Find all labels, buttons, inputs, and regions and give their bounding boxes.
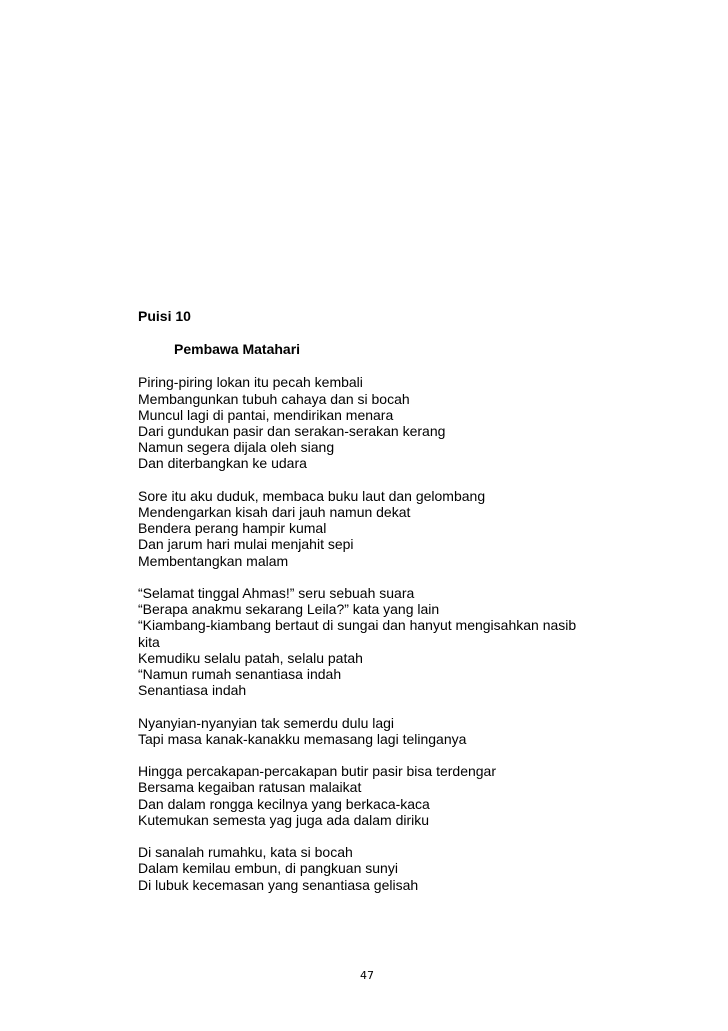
poem-line: Dalam kemilau embun, di pangkuan sunyi (138, 860, 398, 877)
poem-line: Namun segera dijala oleh siang (138, 439, 335, 456)
stanza (138, 844, 698, 893)
poem-line: Dari gundukan pasir dan serakan-serakan kerang (138, 422, 446, 439)
page-number: 47 (360, 969, 374, 982)
poem-line: Mendengarkan kisah dari jauh namun dekat (138, 503, 411, 520)
poem (138, 308, 698, 909)
stanza (138, 763, 698, 828)
poem-line: Di lubuk kecemasan yang senantiasa gelisah (138, 876, 419, 893)
poem-line: Dan dalam rongga kecilnya yang berkaca-kaca (138, 795, 430, 812)
poem-line: Kemudiku selalu patah, selalu patah (138, 649, 363, 666)
poem-line: Piring-piring lokan itu pecah kembali (138, 374, 363, 391)
poem-line: Sore itu aku duduk, membaca buku laut dan gelombang (138, 487, 486, 504)
poem-line: Nyanyian-nyanyian tak semerdu dulu lagi (138, 714, 395, 731)
stanza (138, 585, 698, 698)
poem-line: Kutemukan semesta yag juga ada dalam diriku (138, 811, 430, 828)
poem-line: Tapi masa kanak-kanakku memasang lagi telinganya (138, 730, 467, 747)
poem-line: Di sanalah rumahku, kata si bocah (138, 844, 353, 861)
poem-line: “Selamat tinggal Ahmas!” seru sebuah suara (138, 584, 415, 601)
poem-line: Membentangkan malam (138, 552, 289, 569)
poem-line: “Namun rumah senantiasa indah (138, 666, 342, 682)
poem-line: Bersama kegaiban ratusan malaikat (138, 779, 362, 796)
poem-title: Pembawa Matahari (174, 341, 301, 358)
stanza (138, 715, 698, 747)
poem-line: Bendera perang hampir kumal (138, 520, 327, 537)
poem-line: Hingga percakapan-percakapan butir pasir bisa terdengar (138, 763, 496, 780)
poem-line: Dan diterbangkan ke udara (138, 455, 307, 472)
stanza (138, 374, 698, 471)
poem-line: Muncul lagi di pantai, mendirikan menara (138, 406, 394, 423)
poem-line: kita (138, 633, 160, 650)
stanza (138, 488, 698, 569)
poem-line: Dan jarum hari mulai menjahit sepi (138, 536, 354, 553)
poem-line: Senantiasa indah (138, 682, 247, 699)
poem-line: “Berapa anakmu sekarang Leila?” kata yang lain (138, 601, 440, 618)
poem-stanzas (138, 374, 698, 892)
poem-line: “Kiambang-kiambang bertaut di sungai dan hanyut mengisahkan nasib (138, 617, 577, 634)
poem-line: Membangunkan tubuh cahaya dan si bocah (138, 390, 410, 407)
poem-label: Puisi 10 (138, 308, 191, 324)
